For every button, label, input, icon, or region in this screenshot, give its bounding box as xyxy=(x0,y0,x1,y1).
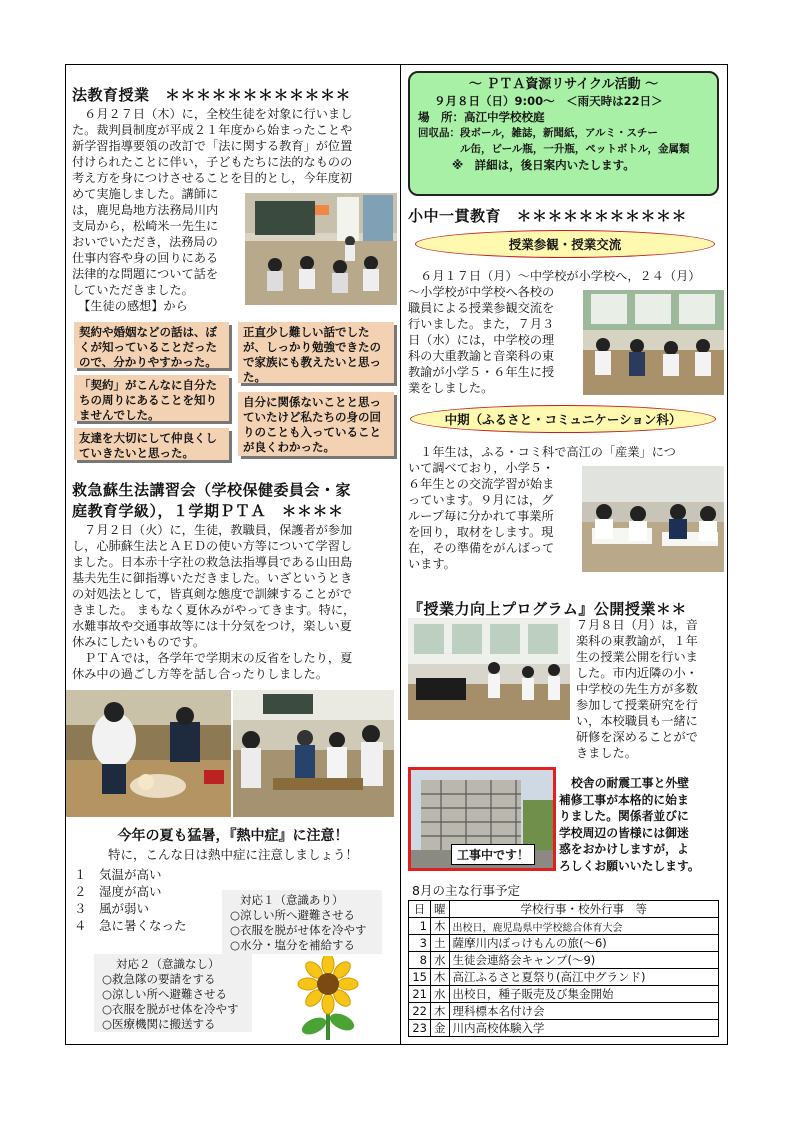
ikkan-line: 在，その準備をがんばって xyxy=(408,541,555,555)
law-line: 新学習指導要領の改訂で「法に関する教育」が位置 xyxy=(72,139,353,153)
pta-place: 場 所：高江中学校校庭 xyxy=(418,110,545,124)
table-row xyxy=(409,935,719,952)
heat-conditions xyxy=(74,866,187,934)
event-weekday: 金 xyxy=(431,1020,450,1037)
cpr-training-photo xyxy=(66,690,231,817)
law-line: 考え方を身につけさせることを目的とし，今年度初 xyxy=(72,171,353,185)
event-name: 理科標本名付け会 xyxy=(449,1003,719,1020)
music-class-photo xyxy=(408,618,570,720)
event-name: 生徒会連絡会キャンプ(～9) xyxy=(449,952,719,969)
ikkan-line: 日（水）には，中学校の理 xyxy=(408,333,555,347)
program-line: きました。 xyxy=(576,746,637,760)
law-line: た。裁判員制度が平成２１年度から始まったことや xyxy=(72,123,353,137)
events-title: 8月の主な行事予定 xyxy=(412,883,520,898)
sunflower-illustration xyxy=(292,956,364,1040)
event-weekday: 土 xyxy=(431,935,450,952)
event-weekday: 水 xyxy=(431,952,450,969)
care-item: ○水分・塩分を補給する xyxy=(230,938,356,952)
construction-caption: 工事中です！ xyxy=(451,844,535,865)
construction-line: りました。関係者並びに xyxy=(559,809,689,823)
care-item: ○涼しい所へ避難させる xyxy=(230,908,356,922)
law-line: めて実施しました。講師に xyxy=(72,187,219,201)
ikkan-line: 業をしました。 xyxy=(408,381,494,395)
pta-title: ～ ＰＴＡ資源リサイクル活動 ～ xyxy=(468,77,659,92)
construction-photo-frame xyxy=(408,767,556,871)
table-row xyxy=(409,969,719,986)
column-divider xyxy=(400,64,401,1045)
table-row xyxy=(409,1003,719,1020)
ikkan-line: 科の大重教諭と音楽科の東 xyxy=(408,349,555,363)
event-day: 22 xyxy=(409,1003,431,1020)
care-item: ○衣服を脱がせ体を冷やす xyxy=(230,923,367,937)
care-item: ○衣服を脱がせ体を冷やす xyxy=(102,1002,239,1016)
program-line: 参加して授業研究を行 xyxy=(576,698,698,712)
construction-line: 学校周辺の皆様には御迷 xyxy=(559,825,689,840)
banner-class-exchange: 授業参観・授業交流 xyxy=(415,230,715,258)
pta-item-line: 段ボール，雑誌，新聞紙，アルミ・スチー xyxy=(460,127,658,139)
class-exchange-photo xyxy=(583,290,724,395)
event-name: 薩摩川内ぼっけもんの旅(～6) xyxy=(449,935,719,952)
impression-bubble: 契約や婚姻などの話は、ぼくが知っていることだったので、分かりやすかった。 xyxy=(74,322,229,368)
pta-item-line: ル缶，ビール瓶，一升瓶，ペットボトル，金属類 xyxy=(460,143,690,155)
ikkan-line: 職員による授業参観交流を xyxy=(408,301,555,315)
aed-line: の対処法として，皆真剣な態度で訓練することがで xyxy=(72,587,353,601)
care-item: ○救急隊の要請をする xyxy=(102,972,216,986)
aed-line: し，心肺蘇生法とＡＥＤの使い方等について学習し xyxy=(72,539,353,553)
pta-date: ９月８日（日）9:00～ ＜雨天時は22日＞ xyxy=(434,94,663,108)
aed-body xyxy=(72,522,394,682)
law-line: 法律的な問題について話を xyxy=(72,267,219,281)
event-day: 23 xyxy=(409,1020,431,1037)
heat-condition: １ 気温が高い xyxy=(74,867,162,882)
heat-condition: ４ 急に暑くなった xyxy=(74,918,187,933)
ikkan-line: っています。９月には，グ xyxy=(408,493,554,507)
aed-heading-line: 救急蘇生法講習会（学校保健委員会・家 xyxy=(72,481,352,499)
ikkan-line: ～小学校が中学校へ各校の xyxy=(408,285,555,299)
table-row xyxy=(409,952,719,969)
impression-bubble: 正直少し難しい話でしたが、しっかり勉強できたので家族にも教えたいと思った。 xyxy=(238,322,394,383)
law-line: は，鹿児島地方法務局川内 xyxy=(72,203,219,217)
law-line: 支局から，松崎米一先生に xyxy=(72,219,219,233)
program-line: 楽科の東教諭が，１年 xyxy=(576,634,698,648)
event-weekday: 木 xyxy=(431,1003,450,1020)
events-header-row xyxy=(409,901,719,918)
aed-line: 休み中の過ごし方等を話し合ったりしました。 xyxy=(72,667,328,681)
aed-line: ました。日本赤十字社の救急法指導員である山田島 xyxy=(72,555,353,569)
law-line: 付けられたことに伴い，子どもたちに法的なものの xyxy=(72,155,353,169)
care-title: 対応２（意識なし） xyxy=(116,957,220,971)
events-table xyxy=(408,900,719,1037)
ikkan-line: 行いました。また，７月３ xyxy=(408,317,555,331)
event-weekday: 木 xyxy=(431,969,450,986)
construction-body xyxy=(559,775,725,874)
aed-practice-photo xyxy=(233,690,394,817)
event-day: 8 xyxy=(409,952,431,969)
aed-line: きました。 まもなく夏休みがやってきます。特に， xyxy=(72,603,356,617)
aed-heading-line: 庭教育学級），１学期ＰＴＡ ＊＊＊＊ xyxy=(72,502,344,520)
impression-bubble: 友達を大切にして仲良くしていきたいと思った。 xyxy=(74,428,229,460)
ikkan-line: ６月１７日（月）～中学校が小学校へ，２４（月） xyxy=(408,269,701,283)
program-body xyxy=(576,617,724,761)
care-box-conscious xyxy=(222,890,382,954)
heat-subtitle: 特に，こんな日は熱中症に注意しましょう！ xyxy=(107,847,358,862)
law-line: ６月２７日（木）に，全校生徒を対象に行いまし xyxy=(72,107,353,121)
table-row xyxy=(409,986,719,1003)
care-box-unconscious xyxy=(94,954,252,1032)
ikkan-line: ループ毎に分かれて事業所 xyxy=(408,509,554,523)
care-title: 対応１（意識あり） xyxy=(240,893,344,907)
law-heading: 法教育授業 ＊＊＊＊＊＊＊＊＊＊＊＊ xyxy=(72,86,352,104)
pta-recycle-notice xyxy=(408,71,719,196)
law-line: 仕事内容や身の回りにある xyxy=(72,251,219,265)
program-line: 生の授業公開を行いま xyxy=(576,650,698,664)
ikkan-line: １年生は，ふる・コミ科で高江の「産業」につ xyxy=(408,445,676,459)
event-weekday: 木 xyxy=(431,918,450,935)
event-day: 3 xyxy=(409,935,431,952)
construction-line: ろしくお願いいたします。 xyxy=(559,858,700,873)
program-line: ７月８日（月）は，音 xyxy=(576,618,698,632)
exchange-learning-photo xyxy=(582,466,724,572)
events-header-weekday: 曜 xyxy=(431,901,450,918)
event-name: 出校日，種子販売及び集金開始 xyxy=(449,986,719,1003)
construction-line: 校舎の耐震工事と外壁 xyxy=(571,776,689,790)
pta-note: ※ 詳細は，後日案内いたします。 xyxy=(452,158,635,172)
ikkan-heading: 小中一貫教育 ＊＊＊＊＊＊＊＊＊＊＊ xyxy=(408,207,688,225)
heat-condition: ３ 風が弱い xyxy=(74,901,150,916)
program-line: 研修を深めることがで xyxy=(576,730,698,744)
banner-middle-period: 中期（ふるさと・コミュニケーション科） xyxy=(410,405,716,433)
event-name: 高江ふるさと夏祭り(高江中グランド) xyxy=(449,969,719,986)
event-day: 15 xyxy=(409,969,431,986)
event-day: 21 xyxy=(409,986,431,1003)
ikkan-line: いて調べており，小学５・ xyxy=(408,461,555,475)
ikkan-line: を回り，取材をします。現 xyxy=(408,525,554,539)
construction-line: 惑をおかけしますが，よ xyxy=(559,842,689,856)
care-item: ○医療機関に搬送する xyxy=(102,1017,216,1031)
table-row xyxy=(409,918,719,935)
impression-bubble: 「契約」がこんなに自分たちの周りにあることを知りませんでした。 xyxy=(74,375,229,421)
pta-items-list xyxy=(460,125,690,157)
law-lecture-photo xyxy=(245,193,397,305)
program-line: した。市内近隣の小・ xyxy=(576,666,698,680)
pta-items xyxy=(418,125,709,157)
aed-line: ７月２日（火）に，生徒，教職員，保護者が参加 xyxy=(72,523,353,537)
law-line: 【生徒の感想】から xyxy=(72,299,188,313)
aed-line: ＰＴＡでは，各学年で学期末の反省をしたり，夏 xyxy=(72,651,353,665)
care-item: ○涼しい所へ避難させる xyxy=(102,987,228,1001)
ikkan-line: 教諭が小学５・６年生に授 xyxy=(408,365,555,379)
heat-title: 今年の夏も猛暑，『熱中症』に注意！ xyxy=(117,828,349,844)
table-row xyxy=(409,1020,719,1037)
ikkan-line: ６年生との交流学習が始ま xyxy=(408,477,555,491)
construction-line: 補修工事が本格的に始ま xyxy=(559,792,689,807)
ikkan-line: います。 xyxy=(408,557,456,571)
law-line: していただきました。 xyxy=(72,283,194,297)
impression-bubble: 自分に関係ないことと思っていたけど私たちの身の回りのことも入っていることが良くわかった。 xyxy=(238,392,394,456)
event-name: 川内高校体験入学 xyxy=(449,1020,719,1037)
aed-line: 水難事故や交通事故等には十分気をつけ，楽しい夏 xyxy=(72,619,352,633)
aed-heading xyxy=(72,480,351,522)
event-day: 1 xyxy=(409,918,431,935)
aed-line: 基夫先生に御指導いただきました。いざというとき xyxy=(72,571,353,585)
event-weekday: 水 xyxy=(431,986,450,1003)
program-line: 中学校の先生方が多数 xyxy=(576,682,698,696)
program-line: い，本校職員も一緒に xyxy=(576,714,698,728)
events-header-events: 学校行事・校外行事 等 xyxy=(449,901,719,918)
law-line: おいでいただき，法務局の xyxy=(72,235,218,249)
heat-condition: ２ 湿度が高い xyxy=(74,884,162,899)
program-heading: 『授業力向上プログラム』公開授業＊＊ xyxy=(408,600,687,618)
pta-items-label: 回収品： xyxy=(418,127,460,139)
event-name: 出校日，鹿児島県中学校総合体育大会 xyxy=(449,918,719,935)
events-header-day: 日 xyxy=(409,901,431,918)
aed-line: 休みにしたいものです。 xyxy=(72,635,206,649)
